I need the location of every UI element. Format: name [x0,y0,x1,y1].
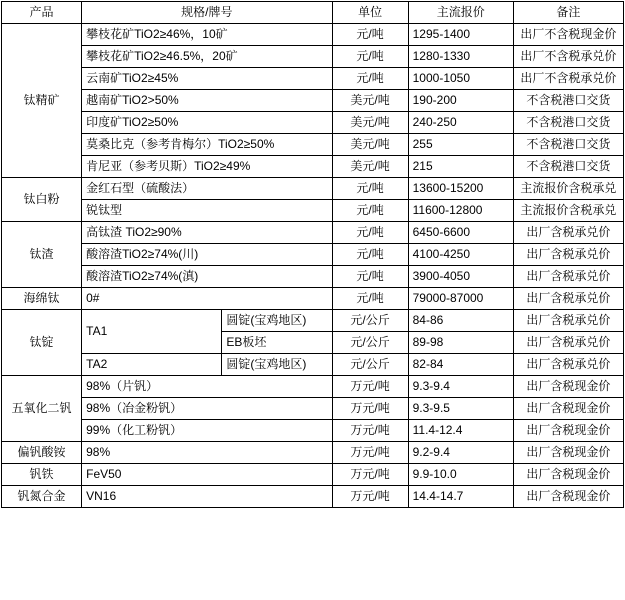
price-cell: 82-84 [408,354,513,376]
note-cell: 出厂含税现金价 [513,398,623,420]
price-table [1,1,624,508]
note-cell: 不含税港口交货 [513,156,623,178]
product-category-cell: 五氧化二钒 [2,376,82,442]
note-cell: 出厂不含税现金价 [513,24,623,46]
grade-cell: TA1 [82,310,222,354]
unit-cell: 元/吨 [332,266,408,288]
note-cell: 不含税港口交货 [513,90,623,112]
unit-cell: 元/公斤 [332,332,408,354]
note-cell: 出厂含税现金价 [513,420,623,442]
price-cell: 11.4-12.4 [408,420,513,442]
spec-cell: 酸溶渣TiO2≥74%(川) [82,244,332,266]
spec-cell: 0# [82,288,332,310]
note-cell: 不含税港口交货 [513,134,623,156]
note-cell: 出厂含税承兑价 [513,222,623,244]
spec-cell: 莫桑比克（参考肯梅尔）TiO2≥50% [82,134,332,156]
spec-cell: 98% [82,442,332,464]
price-cell: 240-250 [408,112,513,134]
note-cell: 不含税港口交货 [513,112,623,134]
table-row [2,222,624,244]
column-header-spec: 规格/牌号 [82,2,332,24]
spec-cell: 肯尼亚（参考贝斯）TiO2≥49% [82,156,332,178]
price-cell: 84-86 [408,310,513,332]
unit-cell: 美元/吨 [332,156,408,178]
note-cell: 出厂含税现金价 [513,442,623,464]
table-row [2,156,624,178]
price-cell: 14.4-14.7 [408,486,513,508]
table-row [2,376,624,398]
note-cell: 出厂含税现金价 [513,486,623,508]
spec-cell: 99%（化工粉钒） [82,420,332,442]
table-row [2,112,624,134]
note-cell: 出厂不含税承兑价 [513,46,623,68]
note-cell: 出厂含税承兑价 [513,288,623,310]
unit-cell: 元/公斤 [332,310,408,332]
unit-cell: 万元/吨 [332,398,408,420]
note-cell: 出厂含税承兑价 [513,354,623,376]
table-row [2,134,624,156]
price-cell: 9.9-10.0 [408,464,513,486]
unit-cell: 万元/吨 [332,376,408,398]
spec-cell: 高钛渣 TiO2≥90% [82,222,332,244]
product-category-cell: 钛白粉 [2,178,82,222]
price-cell: 4100-4250 [408,244,513,266]
price-cell: 9.3-9.5 [408,398,513,420]
spec-cell: EB板坯 [222,332,332,354]
spec-cell: 圆锭(宝鸡地区) [222,354,332,376]
spec-cell: 锐钛型 [82,200,332,222]
spec-cell: 98%（片钒） [82,376,332,398]
spec-cell: 印度矿TiO2≥50% [82,112,332,134]
note-cell: 出厂含税现金价 [513,464,623,486]
price-cell: 1000-1050 [408,68,513,90]
price-cell: 11600-12800 [408,200,513,222]
unit-cell: 美元/吨 [332,134,408,156]
table-row [2,200,624,222]
unit-cell: 美元/吨 [332,112,408,134]
price-cell: 255 [408,134,513,156]
unit-cell: 元/吨 [332,200,408,222]
unit-cell: 元/吨 [332,244,408,266]
table-row [2,310,624,332]
table-row [2,442,624,464]
note-cell: 出厂含税现金价 [513,376,623,398]
note-cell: 主流报价含税承兑 [513,200,623,222]
product-category-cell: 钒氮合金 [2,486,82,508]
unit-cell: 元/吨 [332,178,408,200]
spec-cell: 圆锭(宝鸡地区) [222,310,332,332]
product-category-cell: 钛锭 [2,310,82,376]
spec-cell: FeV50 [82,464,332,486]
table-row [2,354,624,376]
unit-cell: 元/吨 [332,46,408,68]
price-cell: 9.2-9.4 [408,442,513,464]
note-cell: 主流报价含税承兑 [513,178,623,200]
column-header-price: 主流报价 [408,2,513,24]
note-cell: 出厂不含税承兑价 [513,68,623,90]
price-cell: 79000-87000 [408,288,513,310]
table-row [2,244,624,266]
unit-cell: 美元/吨 [332,90,408,112]
product-category-cell: 海绵钛 [2,288,82,310]
column-header-product: 产品 [2,2,82,24]
grade-cell: TA2 [82,354,222,376]
unit-cell: 元/吨 [332,68,408,90]
spec-cell: 攀枝花矿TiO2≥46.5%，20矿 [82,46,332,68]
table-row [2,398,624,420]
product-category-cell: 钛渣 [2,222,82,288]
price-cell: 6450-6600 [408,222,513,244]
spec-cell: 酸溶渣TiO2≥74%(滇) [82,266,332,288]
spec-cell: 98%（冶金粉钒） [82,398,332,420]
table-row [2,266,624,288]
unit-cell: 万元/吨 [332,464,408,486]
spec-cell: VN16 [82,486,332,508]
product-category-cell: 偏钒酸铵 [2,442,82,464]
spec-cell: 攀枝花矿TiO2≥46%，10矿 [82,24,332,46]
spec-cell: 越南矿TiO2>50% [82,90,332,112]
table-row [2,178,624,200]
column-header-note: 备注 [513,2,623,24]
price-cell: 89-98 [408,332,513,354]
price-cell: 13600-15200 [408,178,513,200]
unit-cell: 万元/吨 [332,486,408,508]
table-row [2,486,624,508]
price-cell: 1280-1330 [408,46,513,68]
table-row [2,24,624,46]
note-cell: 出厂含税承兑价 [513,310,623,332]
table-row [2,288,624,310]
spec-cell: 云南矿TiO2≥45% [82,68,332,90]
price-cell: 3900-4050 [408,266,513,288]
price-cell: 1295-1400 [408,24,513,46]
note-cell: 出厂含税承兑价 [513,244,623,266]
table-row [2,46,624,68]
price-cell: 215 [408,156,513,178]
table-row [2,68,624,90]
unit-cell: 元/吨 [332,222,408,244]
unit-cell: 元/公斤 [332,354,408,376]
table-row [2,90,624,112]
table-row [2,464,624,486]
note-cell: 出厂含税承兑价 [513,266,623,288]
table-row [2,420,624,442]
column-header-unit: 单位 [332,2,408,24]
product-category-cell: 钒铁 [2,464,82,486]
note-cell: 出厂含税承兑价 [513,332,623,354]
table-header-row [2,2,624,24]
product-category-cell: 钛精矿 [2,24,82,178]
unit-cell: 万元/吨 [332,442,408,464]
unit-cell: 元/吨 [332,24,408,46]
unit-cell: 元/吨 [332,288,408,310]
price-cell: 190-200 [408,90,513,112]
unit-cell: 万元/吨 [332,420,408,442]
spec-cell: 金红石型（硫酸法） [82,178,332,200]
price-cell: 9.3-9.4 [408,376,513,398]
